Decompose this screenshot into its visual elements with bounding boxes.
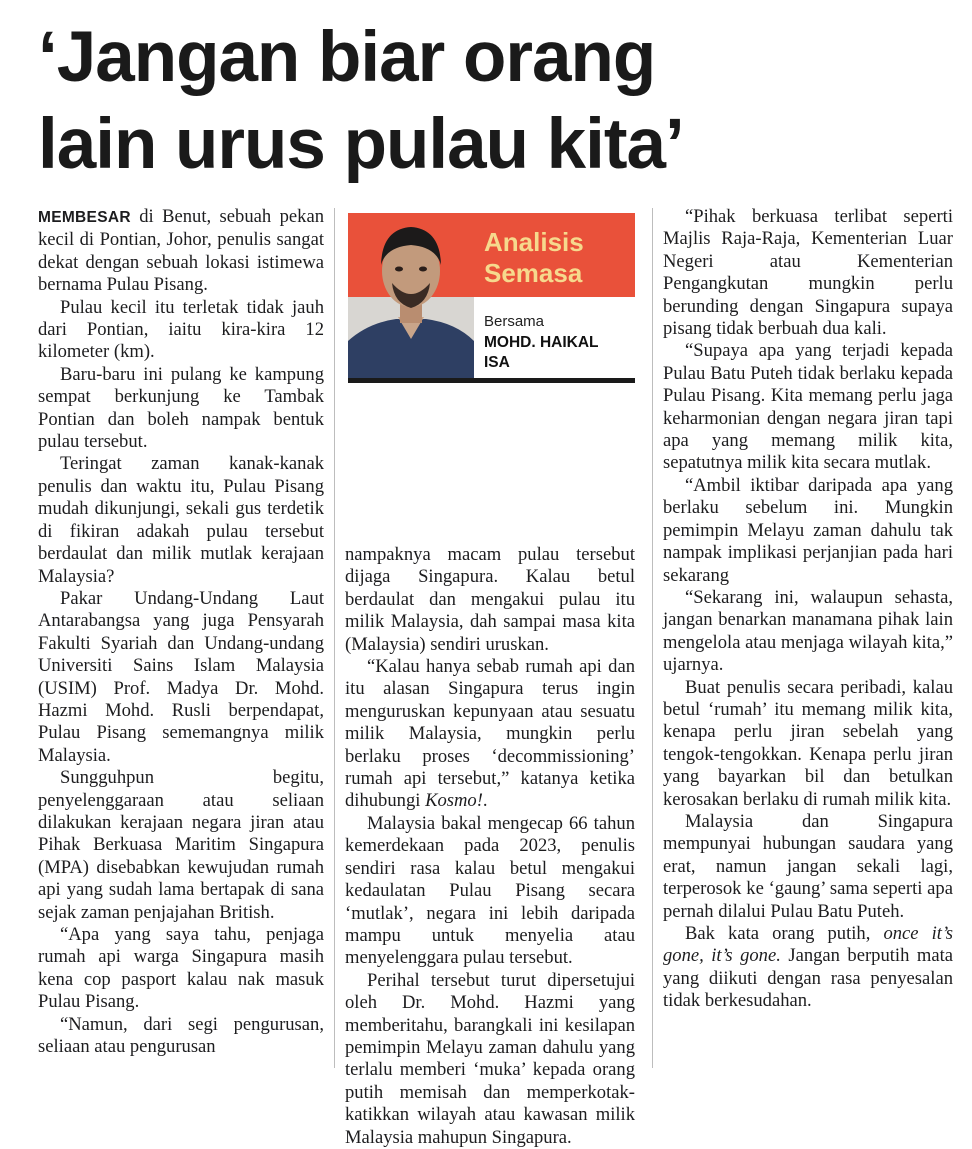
- paragraph: Malaysia bakal mengecap 66 tahun kemerdekaan pada 2023, penulis sendiri rasa kalau betul mengakui kedaulatan Pulau Pisang secara ‘mutlak’, negara ini lebih daripada mampu untuk menyelia atau menyelenggara pulau tersebut.: [345, 812, 635, 969]
- paragraph: Pakar Undang-Undang Laut Antarabangsa yang juga Pensyarah Fakulti Syariah dan Undang-undang Universiti Sains Islam Malaysia (USIM) Prof. Madya Dr. Mohd. Hazmi Mohd. Rusli berpendapat, Pulau Pisang sememangnya milik Malaysia.: [38, 587, 324, 766]
- paragraph: Teringat zaman kanak-kanak penulis dan waktu itu, Pulau Pisang mudah dikunjungi, sekali gus terdetik di fikiran adakah pulau tersebut berdaulat dan milik mutlak kerajaan Malaysia?: [38, 453, 324, 587]
- kicker-line-1: Analisis: [484, 227, 584, 257]
- article-column-1: [38, 206, 324, 1058]
- paragraph: nampaknya macam pulau tersebut dijaga Singapura. Kalau betul berdaulat dan mengakui pulau itu milik Malaysia, dah sampai masa kita (Malaysia) sendiri uruskan.: [345, 544, 635, 655]
- article-column-3: [663, 206, 953, 1013]
- paragraph: Sungguhpun begitu, penyelenggaraan atau seliaan dilakukan kerajaan negara jiran atau Pihak Berkuasa Maritim Singapura (MPA) disebabkan kewujudan rumah api yang sudah lama bertapak di sana sejak zaman penjajahan British.: [38, 767, 324, 923]
- paragraph: Pulau kecil itu terletak tidak jauh dari Pontian, iaitu kira-kira 12 kilometer (km).: [38, 296, 324, 363]
- paragraph: [38, 206, 324, 297]
- with-label: Bersama: [484, 313, 545, 330]
- paragraph: Baru-baru ini pulang ke kampung sempat berkunjung ke Tambak Pontian dan boleh nampak bentuk pulau tersebut.: [38, 363, 324, 453]
- author-name-line-1: MOHD. HAIKAL: [484, 334, 599, 351]
- paragraph-text: “Kalau hanya sebab rumah api dan itu alasan Singapura terus ingin menguruskan kepunyaan atau sesuatu milik Malaysia, mungkin perlu berlaku proses ‘decommissioning’ rumah api tersebut,” katanya ketika dihubungi: [345, 656, 635, 812]
- column-divider: [652, 208, 653, 1068]
- paragraph: “Sekarang ini, walaupun sehasta, jangan benarkan manamana pihak lain mengelola atau menjaga wilayah kita,” ujarnya.: [663, 586, 953, 676]
- kicker-line-2: Semasa: [484, 258, 583, 288]
- column-kicker: [484, 227, 634, 289]
- portrait-icon: [348, 213, 474, 378]
- idiom: once it’s gone, it’s gone.: [663, 923, 953, 967]
- paragraph-text: Jangan berputih mata yang diikuti dengan rasa penyesalan tidak berkesudahan.: [663, 945, 953, 1012]
- paragraph: “Supaya apa yang terjadi kepada Pulau Batu Puteh tidak berlaku kepada Pulau Pisang. Kita memang perlu jaga keharmonian dengan negara jiran tapi apa yang memang milik kita, sepatutnya milik kita secara mutlak.: [663, 340, 953, 474]
- publication-name: Kosmo!: [425, 790, 483, 812]
- paragraph: “Pihak berkuasa terlibat seperti Majlis Raja-Raja, Kementerian Luar Negeri atau Kementerian Pengangkutan mungkin perlu berunding dengan Singapura supaya pisang tidak berbuah dua kali.: [663, 206, 953, 340]
- columnist-box: [348, 213, 635, 384]
- headline: [38, 14, 938, 188]
- headline-line-1: ‘Jangan biar orang: [38, 18, 656, 97]
- paragraph: “Namun, dari segi pengurusan, seliaan atau pengurusan: [38, 1013, 324, 1058]
- paragraph: “Ambil iktibar daripada apa yang berlaku sebelum ini. Mungkin pemimpin Melayu zaman dahulu tak nampak implikasi perjanjian pada hari sekarang: [663, 474, 953, 586]
- column-divider: [334, 208, 335, 1068]
- author-name: [484, 333, 634, 373]
- box-rule: [348, 378, 635, 383]
- article-column-2: [345, 544, 635, 1149]
- paragraph: [663, 923, 953, 1013]
- paragraph-text: Bak kata orang putih,: [685, 923, 884, 944]
- paragraph: “Apa yang saya tahu, penjaga rumah api warga Singapura masih kena cop pasport kalau nak masuk Pulau Pisang.: [38, 924, 324, 1013]
- lead-word: MEMBESAR: [38, 209, 131, 226]
- author-name-line-2: ISA: [484, 354, 510, 371]
- paragraph: Perihal tersebut turut dipersetujui oleh Dr. Mohd. Hazmi yang memberitahu, barangkali ini kesilapan pemimpin Melayu zaman dahulu yang terlalu memberi ‘muka’ kepada orang putih memisah dan memperkotak-katikkan wilayah atau kawasan milik Malaysia mahupun Singapura.: [345, 969, 635, 1148]
- paragraph: [345, 656, 635, 813]
- headline-line-2: lain urus pulau kita’: [38, 105, 684, 184]
- paragraph-text: di Benut, sebuah pekan kecil di Pontian, Johor, penulis sangat dekat dengan sebuah lokasi istimewa bernama Pulau Pisang.: [38, 206, 324, 296]
- paragraph: Malaysia dan Singapura mempunyai hubungan saudara yang erat, namun jangan sekali lagi, terperosok ke ‘gaung’ sama seperti apa pernah dilalui Pulau Batu Puteh.: [663, 810, 953, 922]
- paragraph-text: .: [482, 790, 488, 812]
- columnist-photo: [348, 213, 474, 378]
- paragraph: Buat penulis secara peribadi, kalau betul ‘rumah’ itu memang milik kita, kenapa perlu jiran sebelah yang tengok-tengokkan. Kenapa perlu jiran yang bayarkan bil dan betulkan kerosakan berlaku di rumah milik kita.: [663, 676, 953, 810]
